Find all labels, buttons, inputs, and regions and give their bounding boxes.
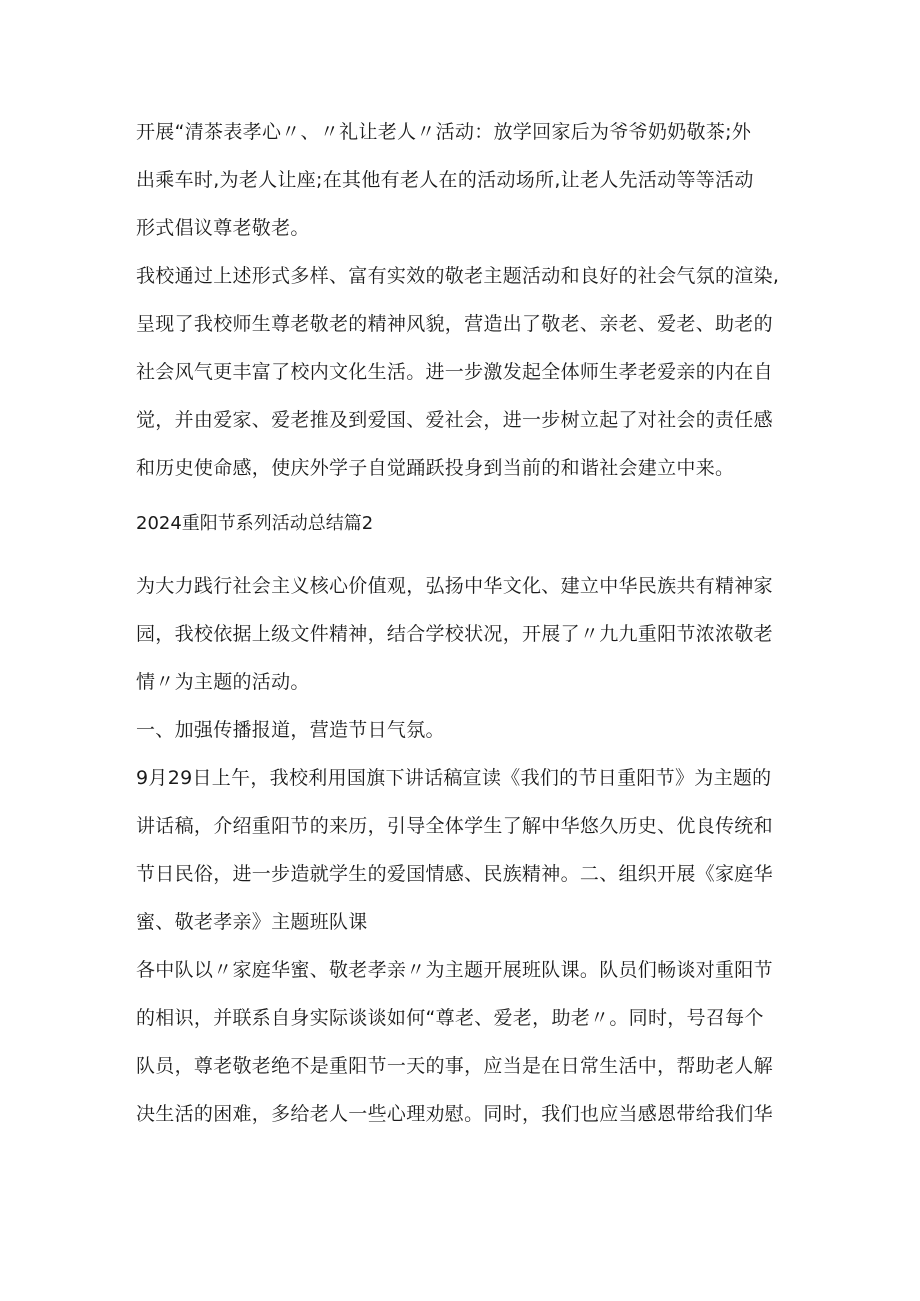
paragraph-2-line-3: 社会风气更丰富了校内文化生活。进一步激发起全体师生孝老爱亲的内在自 [136,361,773,383]
paragraph-1-line-3: 形式倡议尊老敬老。 [136,217,310,239]
paragraph-2-line-2: 呈现了我校师生尊老敬老的精神风貌，营造出了敬老、亲老、爱老、助老的 [136,313,773,335]
section-heading: 2024重阳节系列活动总结篇2 [136,513,374,534]
paragraph-2-line-1: 我校通过上述形式多样、富有实效的敬老主题活动和良好的社会气氛的渲染, [136,265,780,287]
paragraph-5-line-2: 的相识，并联系自身实际谈谈如何“尊老、爱老，助老〃。同时，号召每个 [136,1007,764,1029]
paragraph-3-line-2: 园，我校依据上级文件精神，结合学校状况，开展了〃九九重阳节浓浓敬老 [136,623,773,645]
paragraph-5-line-3: 队员，尊老敬老绝不是重阳节一天的事，应当是在日常生活中，帮助老人解 [136,1055,773,1077]
paragraph-5-line-1: 各中队以〃家庭华蜜、敬老孝亲〃为主题开展班队课。队员们畅谈对重阳节 [136,959,773,981]
paragraph-2-line-4: 觉，并由爱家、爱老推及到爱国、爱社会，进一步树立起了对社会的责任感 [136,409,773,431]
paragraph-3-line-3: 情〃为主题的活动。 [136,671,310,693]
paragraph-4-line-3: 节日民俗，进一步造就学生的爱国情感、民族精神。二、组织开展《家庭华 [136,863,773,885]
paragraph-4-line-2: 讲话稿，介绍重阳节的来历，引导全体学生了解中华悠久历史、优良传统和 [136,815,773,837]
paragraph-1-line-1: 开展“清茶表孝心〃、〃礼让老人〃活动：放学回家后为爷爷奶奶敬茶;外 [136,121,752,143]
paragraph-2-line-5: 和历史使命感，使庆外学子自觉踊跃投身到当前的和谐社会建立中来。 [136,457,735,479]
paragraph-3-line-1: 为大力践行社会主义核心价值观，弘扬中华文化、建立中华民族共有精神家 [136,575,773,597]
section-1-title: 一、加强传播报道，营造节日气氛。 [136,719,445,741]
paragraph-4-line-1: 9月29日上午，我校利用国旗下讲话稿宣读《我们的节日重阳节》为主题的 [136,767,772,789]
paragraph-4-line-4: 蜜、敬老孝亲》主题班队课 [136,911,368,933]
paragraph-1-line-2: 出乘车时,为老人让座;在其他有老人在的活动场所,让老人先活动等等活动 [136,169,754,191]
paragraph-5-line-4: 决生活的困难，多给老人一些心理劝慰。同时，我们也应当感恩带给我们华 [136,1103,773,1125]
